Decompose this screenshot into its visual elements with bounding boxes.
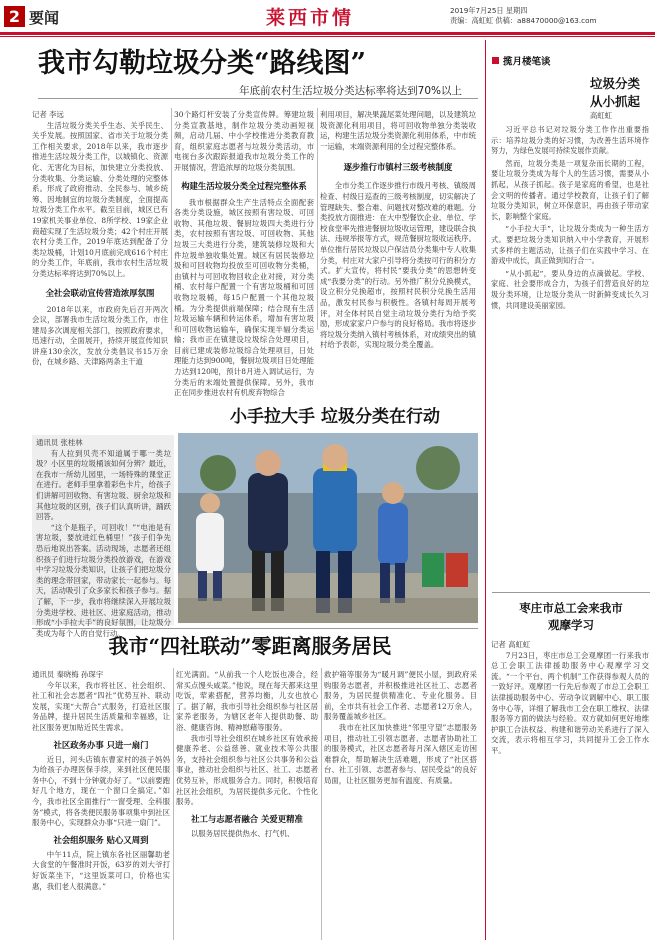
photo-story-paragraph-1: 有人拉到贝壳不知道属于哪一类垃圾？小区里的垃圾桶该如何分辨？最近，在我市一所幼儿园里，一场特殊的课堂正在进行。老师手里拿着彩色卡片，给孩子们讲解可回收物、有害垃圾、厨余垃圾和其他垃圾的区别，孩子们认真听讲，踊跃回答。 [36, 448, 171, 522]
masthead-info [450, 6, 650, 26]
lead-section-head-1: 全社会联动宣传营造浓厚氛围 [45, 287, 155, 298]
second-section-head-3: 社工与志愿者融合 关爱更精准 [191, 813, 303, 824]
masthead-rule-thin [0, 36, 655, 37]
lead-col3-paragraph-2: 全市分类工作逐步推行市级月考核、镇级周检查、村级日巡查的三级考核制度，切实解决了管理缺失、整合难、问题找对整改难的难题。分类投放方面推进：在大中型餐饮企业、单位、学校食堂率先推进餐厨垃圾收运管理，建设联合执法、违规举报等方式，规范餐厨垃圾收运秩序。单位推行居民垃圾以户保洁员分类集中专人收集分类，村庄对大家户引导将分类按可行的积分方式。扩大宣传，将村民“要我分类”的思想转变成“我要分类”的行动。另外推广积分兑换模式，设立积分兑换超市，按照村民积分兑换生活用品，激发村民参与积极性。各镇村每周开展考评，对全体村民自觉主动垃圾分类行为给予奖励，形成家家户户参与的良好格局。我市将逐步将垃圾分类纳入镇村考核体系，对成绩突出的镇村给予表彰，实现垃圾分类全覆盖。 [320, 181, 476, 350]
photo-story-headline: 小手拉大手 垃圾分类在行动 [230, 407, 440, 427]
column-author: 高虹虹 [589, 111, 612, 120]
lead-subtitle: 年底前农村生活垃圾分类达标率将达到70%以上 [239, 85, 462, 97]
second-column-2 [176, 670, 318, 940]
newspaper-logo: 莱西市情 [265, 7, 354, 29]
sidebar-divider [485, 40, 486, 940]
brief-title-line-1: 枣庄市总工会来我市 [519, 601, 623, 615]
second-headline: 我市“四社联动”零距离服务居民 [108, 634, 392, 658]
brief-top-rule [492, 592, 650, 593]
column-paragraph: “小手拉大手”，让垃圾分类成为一种生活方式。要把垃圾分类知识纳入中小学教育，开展形式多样的主题活动，让孩子们在实践中学习、在游戏中成长，真正做到知行合一。 [491, 224, 649, 266]
second-column-1 [32, 670, 170, 940]
lead-subtitle-rule [38, 98, 478, 99]
lead-col2-paragraph-1: 30个路灯杆安装了分类宣传牌。筹建垃圾分类宣教基地，制作垃圾分类动画短视频，启动几届、中小学校推进分类教育教育，组织家庭志愿者与垃圾分类活动，市电视台多次跟踪报道我市垃圾分类工作的开展情况，营造浓厚的垃圾分类氛围。 [174, 110, 314, 172]
lead-section-head-2: 构建生活垃圾分类全过程完整体系 [181, 180, 307, 191]
second-section-head-1: 社区政务办事 只进一扇门 [53, 739, 149, 750]
second-col2-paragraph-1: 红光满面。“从前我一个人吃饭也凑合，经常买点馒头咸菜。”他说，现在每天都来这里吃饭，荤素搭配，营养均衡，儿女也放心了。据了解，我市引导社会组织参与社区居家养老服务，为辖区老年人提供助餐、助浴、健康咨询、精神慰藉等服务。 [176, 670, 318, 732]
column-paragraph: 然而，垃圾分类是一项复杂而长期的工程，要让垃圾分类成为每个人的生活习惯，需要从小抓起，从孩子抓起。孩子是家庭的希望，也是社会文明的传播者。通过学校教育，让孩子们了解垃圾分类知识，树立环保意识，再由孩子带动家长，影响整个家庭。 [491, 158, 649, 221]
brief-paragraph: 7月23日，枣庄市总工会观摩团一行来我市总工会职工法律援助服务中心观摩学习交流。“一个平台、两个机制”工作获得参观人员的一致好评。观摩团一行先后参观了市总工会职工法律援助服务中心、劳动争议调解中心、职工服务中心等，详细了解我市工会在职工维权、法律服务等方面的做法与经验。双方就如何更好地维护职工合法权益、构建和谐劳动关系进行了深入交流，表示将相互学习，共同提升工会工作水平。 [491, 650, 649, 755]
column-body [491, 125, 649, 585]
lead-column-2 [174, 110, 314, 399]
second-col3-paragraph-1: 救护箱等服务为“暖月调”便民小屋，到政府采购服务志愿者，并积极推进社区社工、志愿者服务，为居民提供精准化、专业化服务。目前，全市共有社会工作者、志愿者12万余人，服务覆盖城乡社区。 [324, 670, 477, 722]
lead-column-1 [32, 110, 168, 368]
lead-column-3 [320, 110, 476, 351]
second-intro-paragraph: 今年以来，我市将社区、社会组织、社工和社会志愿者“四社”优势互补、联动发展，实现“大帮合”式服务，打造社区服务品牌，提升居民生活质量和幸福感，让社区服务更加贴近民生需求。 [32, 680, 170, 732]
column-banner [492, 50, 652, 68]
lead-col1-paragraph-2: 2018年以来，市政府先后召开两次会议，部署我市生活垃圾分类工作，市住建局多次调度相关部门，按照政府要求，迅速行动，全面展开，持续开展宣传知识讲座130余次，发放分类倡议书15万余份，在城乡路、天津路两条主干道 [32, 304, 168, 367]
lead-intro-paragraph: 生活垃圾分类关乎生态、关乎民生、关乎发展。按照国家、省市关于垃圾分类工作相关要求，2018年以来，我市逐步推进生活垃圾分类工作，以城镇化、资源化、无害化为目标，加快建立分类投放、分类收集、分类运输、分类处理的完整体系。形成了政府推动、全民参与、城乡统筹、因地制宜的垃圾分类制度，全面提高垃圾分类工作水平。截至目前，城区已有19家机关事业单位、8所学校、19家企业商超实现了生活垃圾分类；42个村庄开展农村分类工作，2019年底达到配备了分类垃圾桶，计划10月底前完成616个村庄的分类工作，年底前，我市农村生活垃圾分类达标率将达到70%以上。 [32, 120, 168, 278]
issue-date: 2019年7月25日 星期四 [450, 6, 528, 15]
lead-byline: 记者 李远 [32, 110, 64, 119]
brief-title-line-2: 观摩学习 [548, 618, 594, 632]
second-col1-paragraph-3: 中午11点，院上镇东各社区丽馨助老大食堂的午餐准时开饭，63岁的刘大爷打好饭菜坐下，“这里饭菜可口，价格也实惠，我们老人很满意。” [32, 849, 170, 891]
children-activity-photo [178, 433, 478, 623]
column-paragraph: “从小抓起”，要从身边的点滴做起。学校、家庭、社会要形成合力，为孩子们营造良好的垃圾分类环境，让垃圾分类从一时新鲜变成长久习惯，共同建设美丽家园。 [491, 268, 649, 310]
brief-byline: 记者 高虹虹 [491, 640, 531, 649]
column-rule [173, 668, 174, 940]
photo-story-byline: 通讯员 张桂林 [36, 438, 83, 447]
column-paragraph: 习近平总书记对垃圾分类工作作出重要指示：培养垃圾分类的好习惯，为改善生活环境作努力，为绿色发展可持续发展作贡献。 [491, 125, 649, 156]
second-col1-paragraph-2: 近日，河头店镇东曹家村的孩子妈妈为给孩子办理医保手续，来到社区便民服务中心，不到十分钟就办好了。“以前要跑好几个地方，现在一个窗口全搞定。”如今，我市社区全面推行“一窗受理、全科服务”模式，将各类便民服务事项集中到社区服务中心，实现群众办事“只进一扇门”。 [32, 754, 170, 828]
second-col3-paragraph-2: 我市在社区加快推进“邻里守望”志愿服务项目，推动社工引领志愿者、志愿者协助社工的服务模式，社区志愿者每月深入辖区走访困难群众，帮助解决生活难题，形成了“社区搭台、社工引领、志愿者参与、居民受益”的良好局面，让社区服务更加有温度、有质量。 [324, 722, 477, 785]
second-article-top-rule [32, 628, 478, 629]
lead-section-head-3: 逐步推行市镇村三级考核制度 [343, 162, 453, 173]
photo-story-text [36, 438, 171, 638]
section-title: 要闻 [29, 9, 60, 27]
column-title-line-2: 从小抓起 [589, 94, 640, 109]
masthead-rule [0, 32, 655, 35]
lead-headline: 我市勾勒垃圾分类“路线图” [38, 48, 367, 79]
second-col2-paragraph-2: 我市引导社会组织在城乡社区有效承接健康养老、公益慈善、就业技术等公共服务，支持社会组织参与社区公共事务和公益事业，推动社会组织与社区、社工、志愿者优势互补，形成服务合力。同时，积极培育社区社会组织，为居民提供多元化、个性化服务。 [176, 733, 318, 807]
column-banner-label: 揽月楼笔谈 [503, 56, 551, 68]
second-section-head-2: 社会组织服务 贴心又周到 [53, 834, 149, 845]
lead-col3-paragraph-1: 利用项目，解决果蔬尾菜处理问题，以及建筑垃圾资源化利用项目，将可回收物单独分类装收运，构建生活垃圾分类资源化利用体系，中市统一运输，末端资源利用的全过程完整体系。 [320, 110, 476, 151]
second-byline: 通讯员 秦晓梅 孙琛宇 [32, 670, 104, 679]
children-activity-illustration [178, 433, 478, 623]
banner-square-icon [492, 57, 499, 64]
brief-body [491, 640, 649, 940]
second-col2-paragraph-3: 以服务居民提供热水、打气机、 [190, 828, 295, 838]
column-title-line-1: 垃圾分类 [589, 76, 640, 91]
page-number-badge: 2 [4, 6, 25, 27]
photo-story-paragraph-2: “这个是瓶子，可回收！”“电池是有害垃圾，要放进红色桶里！”孩子们争先恐后地说出答案。活动现场，志愿者还组织孩子们进行垃圾分类投放游戏，在游戏中学习垃圾分类知识，让孩子们把垃圾分类的理念带回家，带动家长一起参与。每天，活动吸引了众多家长和孩子参与。据了解，下一步，我市将继续深入开展垃圾分类进学校、进社区、进家庭活动，推动形成“小手拉大手”的良好氛围，让垃圾分类成为每个人的自觉行动。 [36, 522, 171, 638]
editor-line: 责编：高虹虹 供稿：a88470000@163.com [450, 16, 597, 25]
column-rule [171, 108, 172, 330]
lead-col2-paragraph-2: 我市根据群众生产生活特点全面配套各类分类设施，城区按照有害垃圾、可回收物、其他垃圾、餐厨垃圾四大类进行分类，农村按照有害垃圾、可回收物、其他垃圾三大类进行分类，建筑装修垃圾和大件垃圾单独收集处置。城区有居民装修垃圾和可回收物均投放至可回收物分类桶，由镇村与可回收物回收企业对接，对分类桶、农村每户配置一个有害垃圾桶和可回收物垃圾桶，每15户配置一个其他垃圾桶。为分类提供前端保障；结合现有生活垃圾运输车辆和转运体系，增加有害垃圾和可回收物运输车，确保实现半辐分类运输；我市正在镇建设垃圾综合处理项目，目前已建成装修垃圾综合处理项目，日处理能力达到900吨，餐厨垃圾项目日处理能力达到120吨，预计8月进入调试运行，为分类后的末端处置提供保障。另外，我市正在同步推进农村有机废弃物综合 [174, 197, 314, 398]
column-rule [321, 668, 322, 940]
column-rule [317, 108, 318, 330]
second-column-3 [324, 670, 477, 940]
